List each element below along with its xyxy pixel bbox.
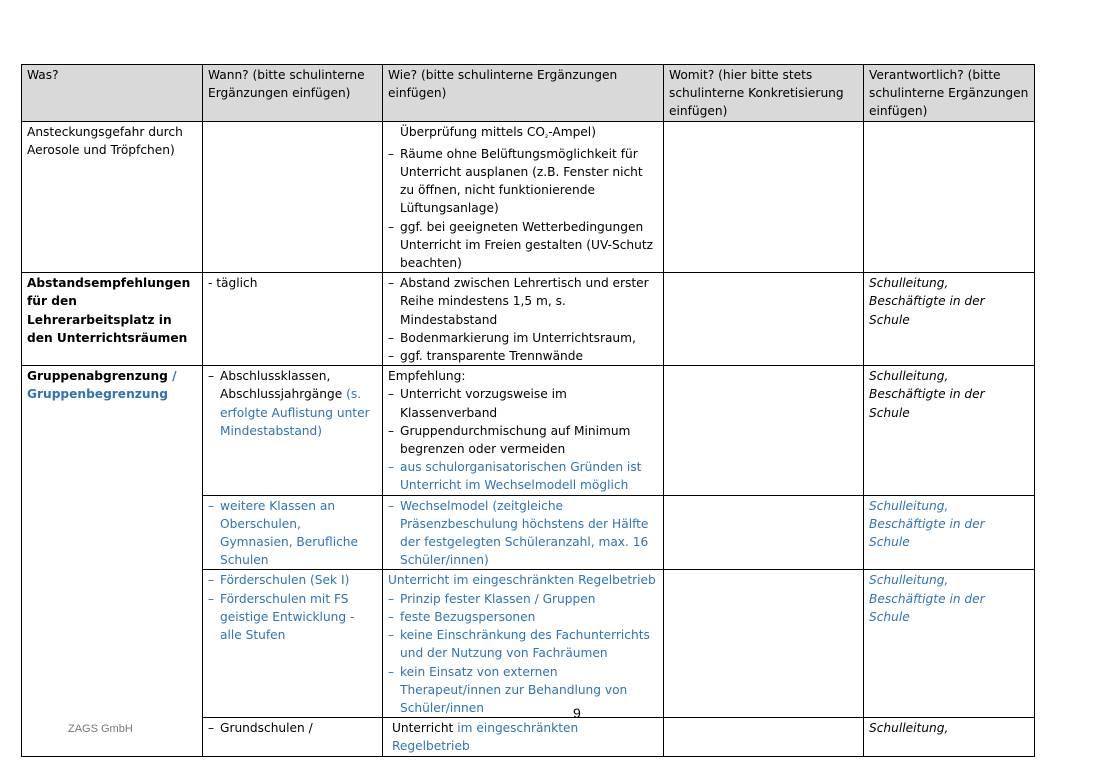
cell-wann [203,570,383,718]
cell-verantwortlich [864,495,1035,570]
list-item: – feste Bezugspersonen [388,608,658,626]
measures-table [21,64,1035,757]
table-row [22,121,1035,273]
list-item: – aus schulorganisatorischen Gründen ist Unterricht im Wechselmodell möglich [388,458,658,494]
header-was: Was? [22,65,203,122]
list-item: – ggf. transparente Trennwände [388,347,658,365]
responsible-line: Schulleitung, [869,369,949,384]
footer-company: ZAGS GmbH [68,723,133,735]
list-item: – Unterricht vorzugsweise im Klassenverband [388,385,658,421]
cell-womit [664,570,864,718]
cell-wie [383,121,664,273]
cell-womit [664,121,864,273]
cell-womit [664,495,864,570]
list-item: – Grundschulen / [208,719,377,737]
mode-heading: Unterricht im eingeschränkten Regelbetrieb [388,573,656,588]
list-item: – weitere Klassen an Oberschulen, Gymnasien, Berufliche Schulen [208,497,377,570]
responsible-line: Schulleitung, [869,498,949,513]
responsible-line: Schulleitung, [869,573,949,588]
responsible-line: Beschäftigte in der Schule [869,387,985,420]
cell-wie [383,495,664,570]
list-item: – Förderschulen (Sek I) [208,571,377,589]
cell-wann [203,495,383,570]
list-item: – keine Einschränkung des Fachunterrichts und der Nutzung von Fachräumen [388,626,658,662]
cell-wann [203,718,383,756]
header-wie: Wie? (bitte schulinterne Ergänzungen einfügen) [383,65,664,122]
responsible-line: Beschäftigte in der Schule [869,294,985,327]
cell-was: Ansteckungsgefahr durch Aerosole und Tröpfchen) [22,121,203,273]
cell-verantwortlich [864,366,1035,495]
cell-wann: - täglich [203,273,383,366]
cell-wie [383,273,664,366]
table-row [22,273,1035,366]
header-wann: Wann? (bitte schulinterne Ergänzungen einfügen) [203,65,383,122]
cell-verantwortlich [864,121,1035,273]
list-item: – kein Einsatz von externen Therapeut/innen zur Behandlung von Schüler/innen [388,663,658,718]
list-item: – Wechselmodel (zeitgleiche Präsenzbeschulung höchstens der Hälfte der festgelegten Schüleranzahl, max. 16 Schüler/innen) [388,497,658,570]
cell-verantwortlich [864,273,1035,366]
cell-was: Abstandsempfehlungen für den Lehrerarbeitsplatz in den Unterrichtsräumen [22,273,203,366]
cell-verantwortlich: Schulleitung, [864,718,1035,756]
list-item: – ggf. bei geeigneten Wetterbedingungen Unterricht im Freien gestalten (UV-Schutz beachten) [388,218,658,273]
group-label: Gruppenabgrenzung [27,369,168,384]
group-label-addition: / Gruppenbegrenzung [27,369,177,402]
header-womit: Womit? (hier bitte stets schulinterne Konkretisierung einfügen) [664,65,864,122]
cell-verantwortlich [864,570,1035,718]
cell-wann [203,121,383,273]
cell-wie [383,570,664,718]
list-item: – Bodenmarkierung im Unterrichtsraum, [388,329,658,347]
cell-wann [203,366,383,495]
cell-womit [664,718,864,756]
cell-was [22,366,203,756]
responsible-line: Schulleitung, [869,276,949,291]
list-item: – Gruppendurchmischung auf Minimum begrenzen oder vermeiden [388,422,658,458]
page-number: 9 [573,705,581,721]
list-item: – Abschlussklassen, Abschlussjahrgänge (s. erfolgte Auflistung unter Mindestabstand) [208,367,377,440]
responsible-line: Beschäftigte in der Schule [869,591,985,624]
list-item: – Räume ohne Belüftungsmöglichkeit für Unterricht ausplanen (z.B. Fenster nicht zu öffnen, nicht funktionierende Lüftungsanlage) [388,145,658,218]
list-item: – Abstand zwischen Lehrertisch und erster Reihe mindestens 1,5 m, s. Mindestabstand [388,274,658,329]
list-item: – Prinzip fester Klassen / Gruppen [388,590,658,608]
recommendation-heading: Empfehlung: [388,369,466,384]
header-row [22,65,1035,122]
list-item: – Förderschulen mit FS geistige Entwicklung - alle Stufen [208,590,377,645]
cell-wie [383,366,664,495]
header-verantwortlich: Verantwortlich? (bitte schulinterne Ergänzungen einfügen) [864,65,1035,122]
cell-womit [664,366,864,495]
table-row [22,366,1035,495]
list-item: Überprüfung mittels $CO_{_2}-Ampel$) [400,124,596,140]
cell-wie: Unterricht im eingeschränkten Regelbetrieb [383,718,664,756]
responsible-line: Beschäftigte in der Schule [869,516,985,550]
cell-womit [664,273,864,366]
